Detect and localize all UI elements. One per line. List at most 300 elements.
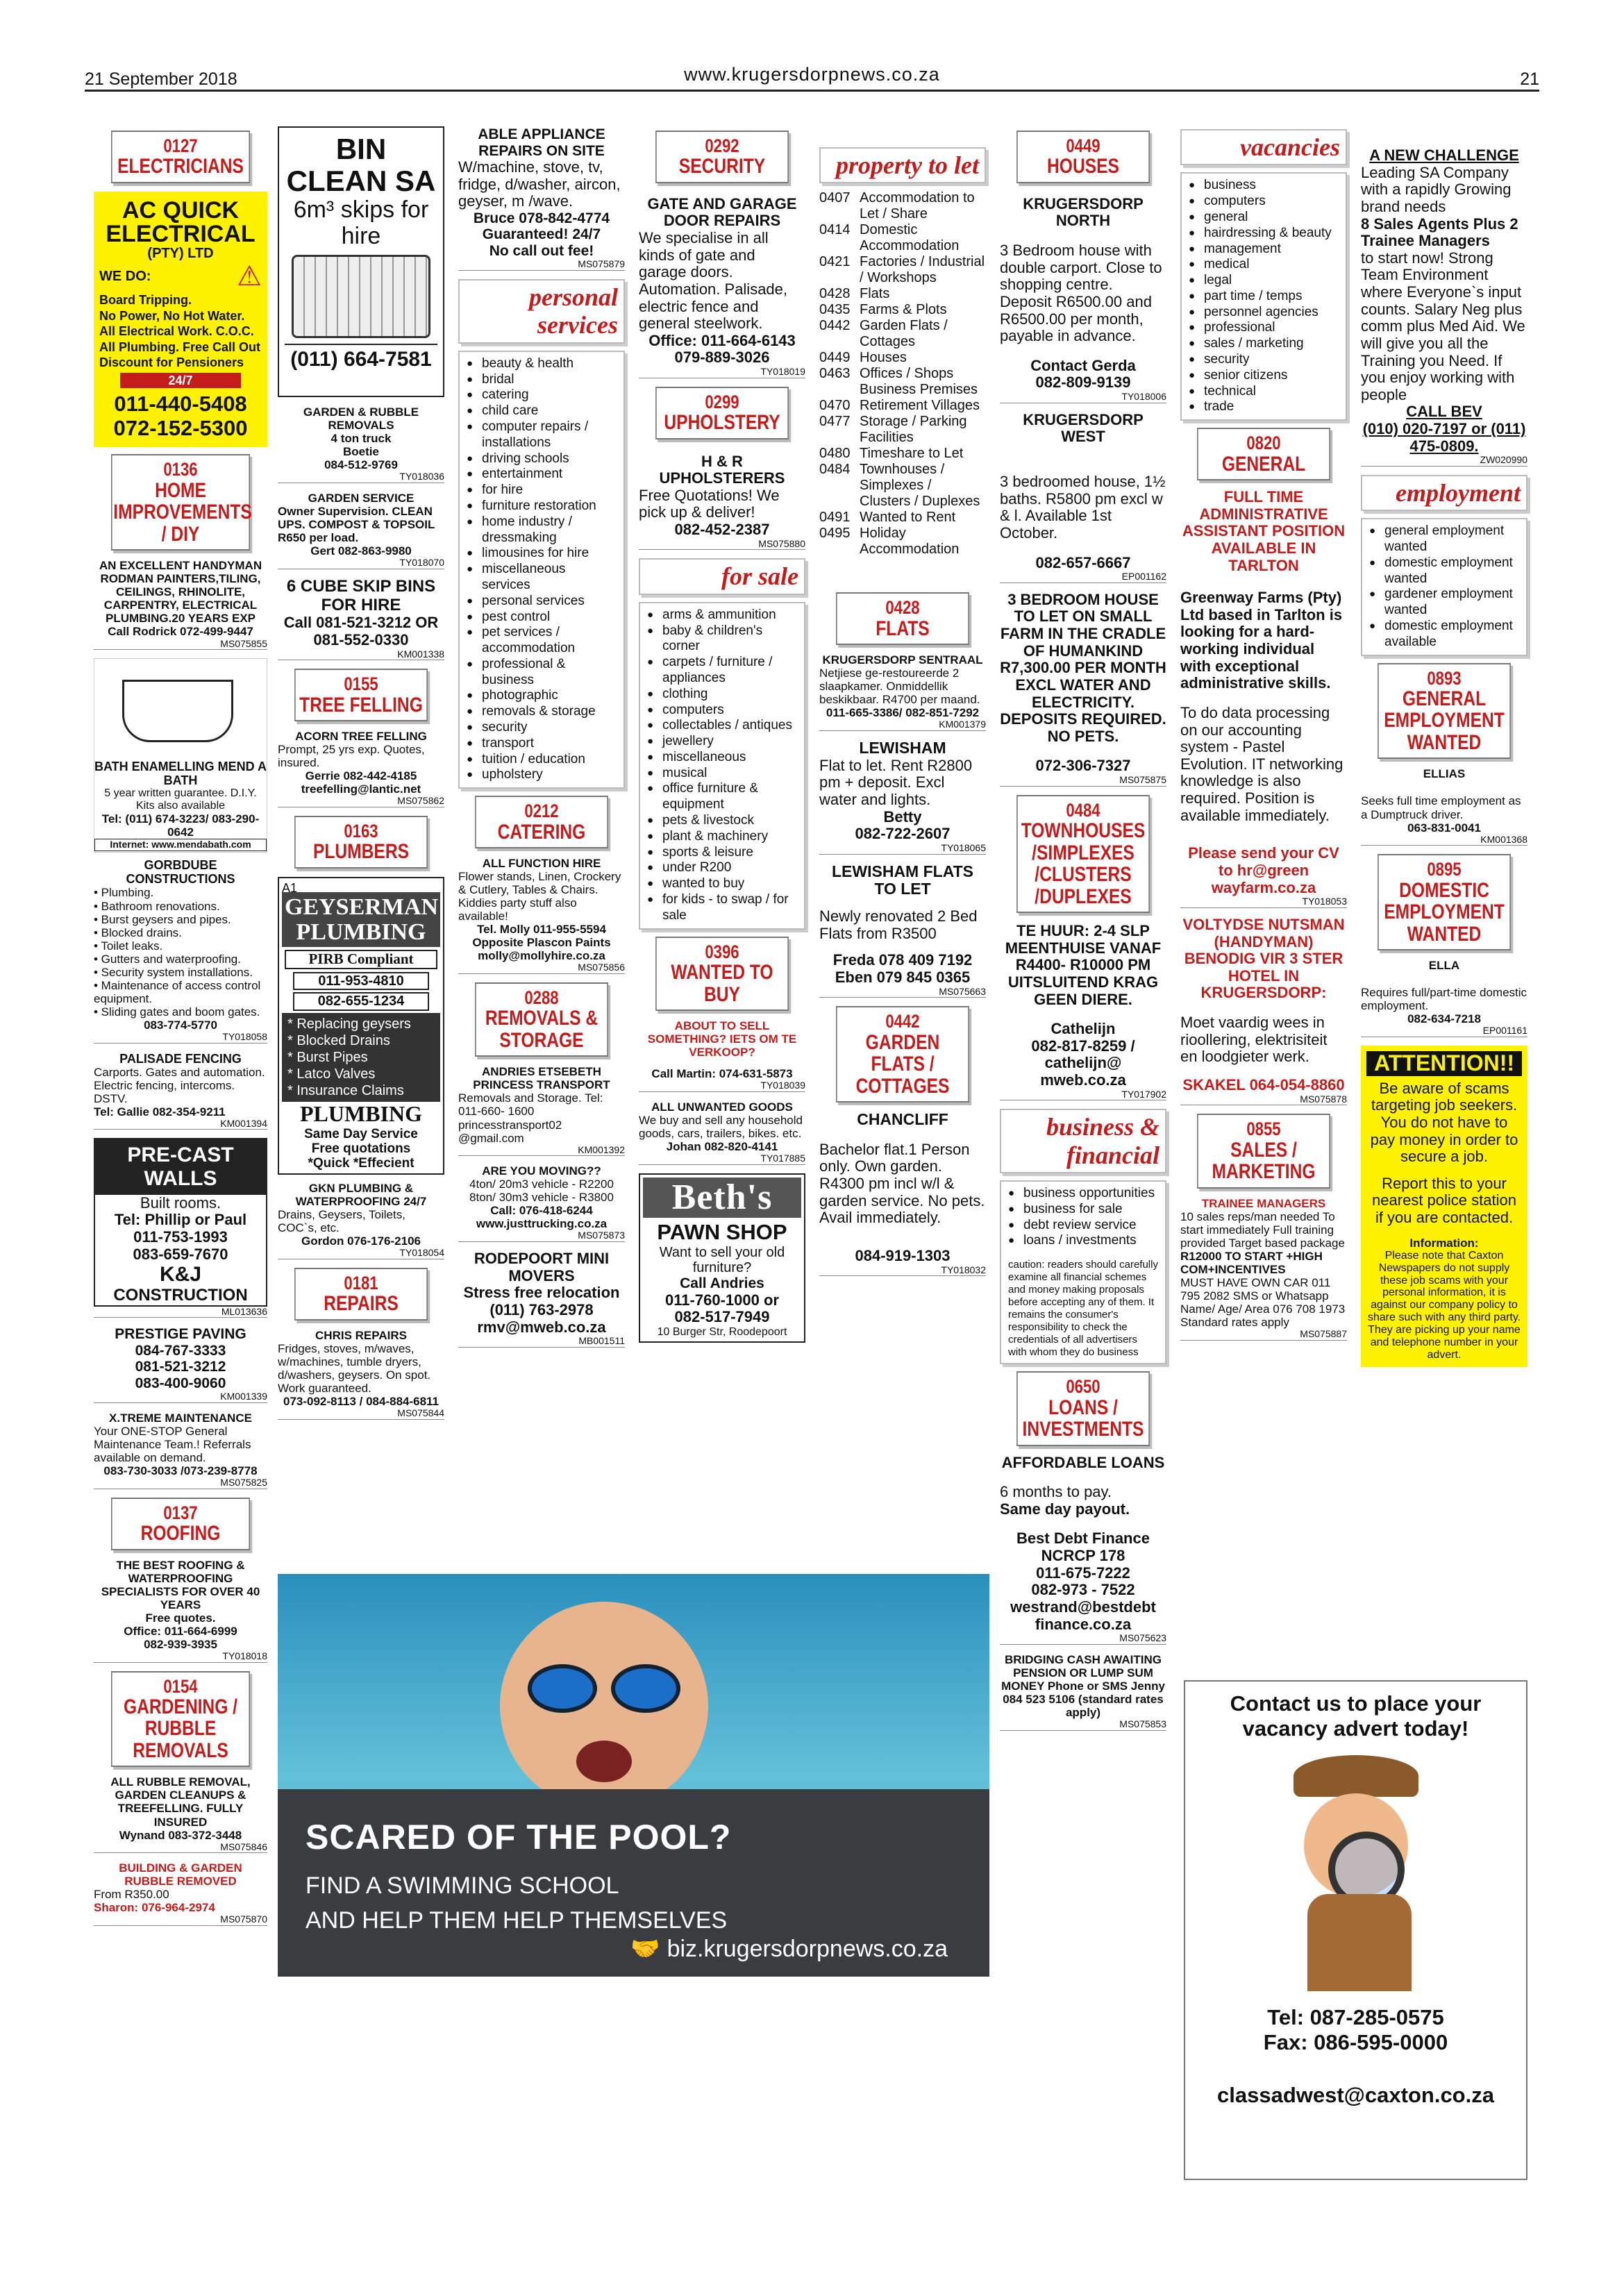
function-text: Flower stands, Linen, Crockery & Cutlery, Tables & Chairs. Kiddies party stuff also available! xyxy=(458,870,621,923)
ref-code: KM001379 xyxy=(819,719,986,731)
function-email[interactable]: molly@mollyhire.co.za xyxy=(478,949,605,963)
ref-code: TY018019 xyxy=(639,367,805,378)
list-item[interactable]: ● carpets / furniture / appliances xyxy=(647,655,797,687)
loans-title: AFFORDABLE LOANS xyxy=(1001,1453,1165,1471)
ref-code: KM001339 xyxy=(94,1391,267,1403)
acquick-phone: 011-440-5408 xyxy=(114,392,247,417)
gate-title: GATE AND GARAGE DOOR REPAIRS xyxy=(647,194,797,230)
ft-title: FULL TIME ADMINISTRATIVE ASSISTANT POSITION AVAILABLE IN TARLTON xyxy=(1182,488,1346,574)
list-item[interactable]: 0407 Accommodation to Let / Share xyxy=(819,190,975,222)
ad-binclean xyxy=(278,126,444,397)
ref-code: TY018032 xyxy=(819,1265,986,1277)
acquick-247: 24/7 xyxy=(120,373,241,389)
hr-phone: 082-452-2387 xyxy=(674,521,770,539)
ft-body2: To do data processing on our accounting system - Pastel Evolution. IT networking knowledge is also required. Position is available immediately. xyxy=(1180,703,1343,824)
heading-0292: 0292 SECURITY xyxy=(655,131,789,183)
issue-date: 21 September 2018 xyxy=(85,69,237,89)
trainee-text: 10 sales reps/man needed To start immediately Full training provided Target based package xyxy=(1180,1209,1345,1250)
list-item[interactable]: ● loans / investments xyxy=(1008,1233,1158,1249)
business-financial-list xyxy=(1000,1180,1166,1364)
able-text: W/machine, stove, tv, fridge, d/washer, aircon, geyser, m /wave. xyxy=(458,158,621,210)
heading-0449: 0449 HOUSES xyxy=(1016,131,1150,183)
pool-banner[interactable] xyxy=(278,1574,989,1977)
for-sale-list xyxy=(639,602,805,930)
list-item[interactable]: ● legal xyxy=(1189,273,1339,289)
list-item[interactable]: ● photographic xyxy=(467,688,617,704)
volt-text: Moet vaardig wees in rioollering, elektrisiteit en loodgieter werk. xyxy=(1180,1014,1328,1066)
about-phone: Call Martin: 074-631-5873 xyxy=(651,1067,793,1081)
contact-email[interactable]: classadwest@caxton.co.za xyxy=(1217,2083,1494,2107)
sentraal-phone: 011-665-3386/ 082-851-7292 xyxy=(826,706,980,720)
gkn-title: GKN PLUMBING & WATERPROOFING 24/7 xyxy=(295,1182,427,1209)
list-item[interactable]: ● miscellaneous xyxy=(647,750,797,766)
attention-box xyxy=(1361,1046,1527,1367)
handshake-icon: 🤝 xyxy=(630,1936,660,1962)
beths-call: Call Andries xyxy=(680,1275,764,1292)
list-item[interactable]: 0470 Retirement Villages xyxy=(819,398,980,414)
heading-0163: 0163 PLUMBERS xyxy=(294,816,428,869)
section-for-sale: for sale xyxy=(639,558,805,594)
acquick-line: No Power, No Hot Water. xyxy=(99,308,245,323)
precast-logo: K&J xyxy=(159,1263,201,1287)
list-item[interactable]: ● for kids - to swap / for sale xyxy=(647,892,797,924)
garden1-t: 4 ton truck xyxy=(330,432,392,446)
column-7 xyxy=(1180,126,1347,1349)
contact-title: Contact us to place your vacancy advert today! xyxy=(1230,1691,1482,1741)
list-item[interactable]: ● medical xyxy=(1189,257,1339,273)
rmv-email[interactable]: rmv@mweb.co.za xyxy=(477,1318,606,1336)
precast-phone: 011-753-1993 xyxy=(133,1227,228,1246)
precast-cons: CONSTRUCTION xyxy=(113,1285,248,1305)
moving-web[interactable]: www.justtrucking.co.za xyxy=(476,1217,608,1231)
acorn-title: ACORN TREE FELLING xyxy=(295,730,427,744)
ellias-phone: 063-831-0041 xyxy=(1407,821,1481,835)
list-item[interactable]: ● business opportunities xyxy=(1008,1186,1158,1202)
heading-0895: 0895 DOMESTIC EMPLOYMENT WANTED xyxy=(1378,854,1511,950)
list-item[interactable]: ● beauty & health xyxy=(467,356,617,372)
about-title: ABOUT TO SELL SOMETHING? IETS OM TE VERKOOP? xyxy=(647,1019,797,1059)
attention-t1: Be aware of scams targeting job seekers. You do not have to pay money in order to secure a job. xyxy=(1370,1079,1518,1166)
gorbdube-list xyxy=(94,886,267,1018)
list-item[interactable]: ● upholstery xyxy=(467,767,617,783)
roofing-office: Office: 011-664-6999 xyxy=(124,1624,237,1638)
list-item[interactable]: ● transport xyxy=(467,736,617,752)
list-item[interactable]: ● pets & livestock xyxy=(647,813,797,829)
sentraal-text: Netjiese ge-restoureerde 2 slaapkamer. Onmiddellik beskikbaar. R4700 per maand. xyxy=(819,667,980,707)
list-item[interactable]: 0442 Garden Flats / Cottages xyxy=(819,318,948,350)
ref-code: MS075663 xyxy=(819,987,986,998)
list-item: * Blocked Drains xyxy=(287,1032,390,1048)
list-item[interactable]: ● sales / marketing xyxy=(1189,336,1339,352)
tehuur-text: TE HUUR: 2-4 SLP MEENTHUISE VANAF R4400- R10000 PM UITSLUITEND KRAG GEEN DIERE. xyxy=(1005,922,1162,1008)
geyser-phone: 082-655-1234 xyxy=(293,992,429,1010)
geyser-quick: *Quick *Effecient xyxy=(308,1156,415,1171)
list-item[interactable]: ● professional & business xyxy=(467,657,617,689)
ref-code: TY018065 xyxy=(819,843,986,855)
kw-phone: 082-657-6667 xyxy=(1035,553,1131,571)
attention-t3: Please note that Caxton Newspapers do not supply these job scams with your personal information, it is against our company policy to share such with any third party. They are picking up your name and telephone number in your advert. xyxy=(1367,1249,1521,1361)
chancliff-phone: 084-919-1303 xyxy=(855,1246,951,1264)
precast-built: Built rooms. xyxy=(140,1193,221,1212)
hr-text: Free Quotations! We pick up & deliver! xyxy=(639,486,780,521)
ref-code: TY017885 xyxy=(639,1153,805,1165)
trainee-title: TRAINEE MANAGERS xyxy=(1201,1196,1326,1210)
handyman-phone: Call Rodrick 072-499-9447 xyxy=(108,625,253,639)
acquick-title: AC QUICK ELECTRICAL xyxy=(106,196,256,247)
banner-url: biz.krugersdorpnews.co.za xyxy=(667,1936,948,1962)
list-item[interactable]: 0484 Townhouses / Simplexes / Clusters / Duplexes xyxy=(819,462,980,510)
xtreme-title: X.TREME MAINTENANCE xyxy=(109,1411,252,1425)
list-item[interactable]: ● technical xyxy=(1189,384,1339,400)
bath-title: BATH ENAMELLING MEND A BATH xyxy=(94,760,267,788)
ad-geyserman xyxy=(278,877,444,1175)
list-item[interactable]: ● computers xyxy=(1189,194,1339,210)
building-phone: Sharon: 076-964-2974 xyxy=(94,1901,215,1915)
list-item[interactable]: 0491 Wanted to Rent xyxy=(819,510,956,526)
ref-code: TY018054 xyxy=(278,1248,444,1259)
list-item[interactable]: ● general xyxy=(1189,210,1339,226)
ref-code: TY018070 xyxy=(278,558,444,569)
attention-t2: Report this to your nearest police station if you are contacted. xyxy=(1372,1174,1516,1227)
column-5 xyxy=(819,126,986,1284)
list-item[interactable]: ● under R200 xyxy=(647,860,797,876)
list-item: • Blocked drains. xyxy=(94,925,182,939)
ref-code: MS075878 xyxy=(1180,1094,1347,1106)
volt-title: VOLTYDSE NUTSMAN (HANDYMAN) BENODIG VIR 3 STER HOTEL IN KRUGERSDORP: xyxy=(1182,915,1345,1002)
ref-code: MS075887 xyxy=(1180,1329,1347,1341)
list-item[interactable]: ● office furniture & equipment xyxy=(647,781,797,813)
list-item[interactable]: ● debt review service xyxy=(1008,1218,1158,1234)
list-item: * Latco Valves xyxy=(287,1066,376,1082)
lewisham-phone: 082-722-2607 xyxy=(855,825,951,843)
andries-text: Removals and Storage. Tel: 011-660- 1600 princesstransport02 @gmail.com xyxy=(458,1091,603,1145)
ft-body: Greenway Farms (Pty) Ltd based in Tarlton is looking for a hard-working individual with exceptional administrative skills. xyxy=(1180,589,1343,692)
page-number: 21 xyxy=(1520,69,1539,89)
trainee-rest: MUST HAVE OWN CAR 011 795 2082 SMS or Whatsapp Name/ Age/ Area 076 708 1973 Standard rates apply xyxy=(1180,1275,1346,1329)
heading-0136: 0136 HOME IMPROVEMENTS / DIY xyxy=(111,454,250,551)
anew-phone: (010) 020-7197 or (011) 475-0809. xyxy=(1362,420,1526,455)
function-phone: Tel. Molly 011-955-5594 xyxy=(477,923,606,937)
ref-code: MS075844 xyxy=(278,1408,444,1420)
volt-phone: SKAKEL 064-054-8860 xyxy=(1182,1075,1345,1093)
rmv-phone: (011) 763-2978 xyxy=(489,1300,594,1318)
list-item[interactable]: ● removals & storage xyxy=(467,704,617,720)
list-item[interactable]: ● pest control xyxy=(467,610,617,626)
heading-0155: 0155 TREE FELLING xyxy=(294,669,428,721)
heading-0442: 0442 GARDEN FLATS / COTTAGES xyxy=(836,1006,969,1103)
page-header xyxy=(85,64,1539,92)
able-title: ABLE APPLIANCE REPAIRS ON SITE xyxy=(478,126,605,159)
garden2-text: Owner Supervision. CLEAN UPS. COMPOST & TOPSOIL R650 per load. xyxy=(278,504,435,544)
unwanted-text: We buy and sell any household goods, cars, trailers, bikes. etc. xyxy=(639,1113,803,1140)
list-item[interactable]: ● senior citizens xyxy=(1189,368,1339,384)
list-item[interactable]: ● security xyxy=(467,720,617,736)
ref-code: MS075855 xyxy=(94,639,267,651)
tehuur-contact: Cathelijn xyxy=(1050,1020,1116,1038)
lewisham-title: LEWISHAM xyxy=(859,738,946,757)
bed3-text: 3 BEDROOM HOUSE TO LET ON SMALL FARM IN THE CRADLE OF HUMANKIND R7,300.00 PER MONTH EXCL WATER AND ELECTRICITY. DEPOSITS REQUIRED. NO PETS. xyxy=(1000,590,1166,745)
kw-title: KRUGERSDORP WEST xyxy=(1023,410,1144,446)
garden2-title: GARDEN SERVICE xyxy=(308,491,415,505)
list-item[interactable]: ● arms & ammunition xyxy=(647,607,797,623)
acorn-email[interactable]: treefelling@lantic.net xyxy=(301,782,421,796)
kn-title: KRUGERSDORP NORTH xyxy=(1023,194,1144,230)
list-item[interactable]: ● gardener employment wanted xyxy=(1369,587,1519,619)
geyser-phone: 011-953-4810 xyxy=(293,972,429,990)
list-item[interactable]: ● entertainment xyxy=(467,467,617,483)
heading-0650: 0650 LOANS / INVESTMENTS xyxy=(1016,1371,1150,1446)
list-item[interactable]: 0421 Factories / Industrial / Workshops xyxy=(819,254,985,286)
list-item[interactable]: ● professional xyxy=(1189,320,1339,336)
bath-line: 5 year written guarantee. D.I.Y. Kits also available xyxy=(104,787,257,812)
ref-code: TY018006 xyxy=(1000,392,1166,403)
able-g: Guaranteed! 24/7 xyxy=(482,226,601,243)
heading-0893: 0893 GENERAL EMPLOYMENT WANTED xyxy=(1378,663,1511,760)
ref-code: MS075862 xyxy=(278,796,444,807)
list-item[interactable]: 0414 Domestic Accommodation xyxy=(819,222,960,254)
banner-url-row[interactable] xyxy=(630,1935,948,1963)
tehuur-email[interactable]: cathelijn@ mweb.co.za xyxy=(1040,1054,1126,1089)
banner-band xyxy=(278,1789,989,1977)
list-item[interactable]: 0435 Farms & Plots xyxy=(819,302,947,318)
heading-0396: 0396 WANTED TO BUY xyxy=(655,937,789,1011)
section-property-to-let: property to let xyxy=(819,147,986,183)
list-item[interactable]: ● trade xyxy=(1189,399,1339,415)
unwanted-title: ALL UNWANTED GOODS xyxy=(651,1100,793,1114)
list-item[interactable]: ● personal services xyxy=(467,594,617,610)
geyser-free: Free quotations xyxy=(311,1141,411,1156)
kn-contact: Contact Gerda xyxy=(1030,356,1136,374)
ref-code: MS075875 xyxy=(1000,775,1166,787)
list-item[interactable]: ● pet services / accommodation xyxy=(467,625,617,657)
list-item[interactable]: ● bridal xyxy=(467,372,617,388)
vacancies-list xyxy=(1180,172,1347,421)
ref-code: EP001161 xyxy=(1361,1025,1527,1037)
list-item[interactable]: ● clothing xyxy=(647,687,797,703)
list-item: • Sliding gates and boom gates. xyxy=(94,1005,260,1019)
palisade-title: PALISADE FENCING xyxy=(119,1051,242,1066)
ref-code: TY017902 xyxy=(1000,1089,1166,1101)
list-item: • Gutters and waterproofing. xyxy=(94,952,241,966)
ellias-text: Seeks full time employment as a Dumptruck driver. xyxy=(1361,794,1521,821)
bin-phone: (011) 664-7581 xyxy=(285,344,437,371)
list-item[interactable]: ● part time / temps xyxy=(1189,289,1339,305)
heading-0288: 0288 REMOVALS & STORAGE xyxy=(475,982,608,1057)
list-item: • Burst geysers and pipes. xyxy=(94,912,231,926)
heading-0137: 0137 ROOFING xyxy=(111,1498,250,1550)
list-item[interactable]: ● tuition / education xyxy=(467,752,617,768)
beths-logo: Beth's xyxy=(643,1178,801,1218)
garden1-phone: 084-512-9769 xyxy=(324,458,398,472)
loans-phone: 082-973 - 7522 xyxy=(1031,1581,1135,1599)
list-item[interactable]: ● limousines for hire xyxy=(467,546,617,562)
section-employment: employment xyxy=(1361,475,1527,511)
chancliff-text: Bachelor flat.1 Person only. Own garden. R4300 pm incl w/l & garden service. No pets. Avail immediately. xyxy=(819,1140,985,1227)
loans-email[interactable]: westrand@bestdebt finance.co.za xyxy=(1010,1598,1156,1633)
banner-sub: AND HELP THEM HELP THEMSELVES xyxy=(305,1907,728,1934)
list-item[interactable]: ● general employment wanted xyxy=(1369,523,1519,555)
list-item: • Toilet leaks. xyxy=(94,939,163,953)
list-item[interactable]: ● domestic employment available xyxy=(1369,619,1519,651)
child-photo xyxy=(500,1602,708,1810)
garden2-phone: Gert 082-863-9980 xyxy=(310,544,412,558)
list-item[interactable]: ● domestic employment wanted xyxy=(1369,555,1519,587)
beths-phone: 082-517-7949 xyxy=(674,1308,770,1326)
column-3 xyxy=(458,126,625,1356)
list-item[interactable]: 0463 Offices / Shops Business Premises xyxy=(819,366,978,398)
list-item[interactable]: ● home industry / dressmaking xyxy=(467,514,617,546)
list-item[interactable]: 0477 Storage / Parking Facilities xyxy=(819,414,967,446)
column-4 xyxy=(639,126,805,1343)
andries-title: ANDRIES ETSEBETH PRINCESS TRANSPORT xyxy=(473,1065,610,1092)
chris-text: Fridges, stoves, m/waves, w/machines, tumble dryers, d/washers, geysers. On spot. Work guaranteed. xyxy=(278,1342,431,1396)
list-item[interactable]: ● plant & machinery xyxy=(647,829,797,845)
ref-code: MS075853 xyxy=(1000,1719,1166,1731)
list-item[interactable]: ● miscellaneous services xyxy=(467,562,617,594)
list-item[interactable]: ● management xyxy=(1189,242,1339,258)
list-item[interactable]: ● catering xyxy=(467,387,617,403)
list-item[interactable]: ● sports & leisure xyxy=(647,845,797,861)
ella-phone: 082-634-7218 xyxy=(1407,1012,1481,1026)
loans-bd: Best Debt Finance NCRCP 178 xyxy=(1016,1530,1150,1565)
list-item: * Replacing geysers xyxy=(287,1016,411,1032)
hr-title: H & R UPHOLSTERERS xyxy=(659,452,785,487)
ref-code: ZW020990 xyxy=(1361,455,1527,467)
heading-0484: 0484 TOWNHOUSES /SIMPLEXES /CLUSTERS /DUPLEXES xyxy=(1016,795,1150,913)
moving-text: 4ton/ 20m3 vehicle - R2200 8ton/ 30m3 vehicle - R3800 xyxy=(469,1178,614,1205)
ref-code: KM001394 xyxy=(94,1118,267,1130)
bath-tel: Tel: (011) 674-3223/ 083-290-0642 xyxy=(101,812,260,839)
list-item[interactable]: ● business xyxy=(1189,178,1339,194)
bed3-phone: 072-306-7327 xyxy=(1035,757,1131,775)
ad-handyman: AN EXCELLENT HANDYMAN RODMAN PAINTERS,TILING, CEILINGS, RHINOLITE, CARPENTRY, ELECTRICAL PLUMBING.20 YEARS EXP xyxy=(99,559,262,626)
list-item[interactable]: ● personnel agencies xyxy=(1189,305,1339,321)
kw-text: 3 bedroomed house, 1½ baths. R5800 pm excl w & l. Available 1st October. xyxy=(1000,473,1166,542)
ad-precast xyxy=(94,1138,267,1306)
list-item[interactable]: 0495 Holiday Accommodation xyxy=(819,526,960,558)
garden1-n: Boetie xyxy=(343,445,379,459)
list-item[interactable]: ● baby & children's corner xyxy=(647,623,797,655)
geyser-same: Same Day Service xyxy=(304,1126,418,1141)
contact-box xyxy=(1184,1680,1527,2180)
tehuur-phone: 082-817-8259 / xyxy=(1031,1037,1135,1055)
list-item[interactable]: ● wanted to buy xyxy=(647,876,797,892)
site-url[interactable]: www.krugersdorpnews.co.za xyxy=(684,64,940,85)
palisade-text: Carports. Gates and automation. Electric fencing, intercoms. DSTV. xyxy=(94,1065,265,1105)
anew-b: 8 Sales Agents Plus 2 Trainee Managers xyxy=(1361,215,1518,250)
section-business-financial: business & financial xyxy=(1000,1109,1166,1173)
column-8 xyxy=(1361,126,1527,1367)
heading-0127: 0127 ELECTRICIANS xyxy=(111,131,250,183)
list-item[interactable]: 0428 Flats xyxy=(819,286,890,302)
cube-phone: Call 081-521-3212 OR 081-552-0330 xyxy=(283,614,439,649)
ref-code: MS075846 xyxy=(94,1842,267,1854)
function-o: Opposite Plascon Paints xyxy=(472,936,611,950)
geyser-title: GEYSERMAN PLUMBING xyxy=(282,892,440,947)
list-item[interactable]: ● furniture restoration xyxy=(467,498,617,514)
ellias-title: ELLIAS xyxy=(1423,767,1466,781)
ref-code: MS075873 xyxy=(458,1230,625,1242)
hazard-icon: ⚠ xyxy=(237,261,262,292)
ad-beths xyxy=(639,1173,805,1343)
detective-icon xyxy=(1266,1755,1446,1991)
banner-headline: SCARED OF THE POOL? xyxy=(305,1818,732,1857)
lewisham2-title: LEWISHAM FLATS TO LET xyxy=(832,862,973,898)
list-item[interactable]: ● computer repairs / installations xyxy=(467,419,617,451)
ref-code: MS075879 xyxy=(458,259,625,271)
contact-fax: Fax: 086-595-0000 xyxy=(1263,2030,1448,2054)
roofing-phone: 082-939-3935 xyxy=(144,1637,217,1651)
column-6 xyxy=(1000,126,1166,1739)
chris-title: CHRIS REPAIRS xyxy=(315,1328,407,1342)
list-item[interactable]: 0449 Houses xyxy=(819,350,907,366)
section-personal-services: personal services xyxy=(458,279,625,344)
heading-0154: 0154 GARDENING / RUBBLE REMOVALS xyxy=(111,1671,250,1768)
able-phone: Bruce 078-842-4774 xyxy=(473,210,610,226)
roofing-text: THE BEST ROOFING & WATERPROOFING SPECIALISTS FOR OVER 40 YEARS xyxy=(101,1558,260,1611)
ref-code: MS075856 xyxy=(458,962,625,974)
able-f: No call out fee! xyxy=(489,242,594,259)
prestige-phone: 084-767-3333 xyxy=(135,1342,226,1359)
bath-internet: Internet: www.mendabath.com xyxy=(94,839,267,851)
heading-0855: 0855 SALES / MARKETING xyxy=(1197,1114,1330,1188)
list-item[interactable]: ● computers xyxy=(647,703,797,719)
lewisham-b: Betty xyxy=(883,807,922,826)
acquick-line: All Electrical Work. C.O.C. xyxy=(99,324,254,339)
ella-text: Requires full/part-time domestic employment. xyxy=(1361,986,1527,1013)
loans-t2: Same day payout. xyxy=(1000,1500,1130,1518)
list-item[interactable]: ● jewellery xyxy=(647,734,797,750)
list-item[interactable]: ● driving schools xyxy=(467,451,617,467)
bathtub-icon xyxy=(122,680,233,742)
heading-0181: 0181 REPAIRS xyxy=(294,1268,428,1321)
beths-text: Want to sell your old furniture? xyxy=(659,1244,785,1275)
ref-code: TY018053 xyxy=(1180,896,1347,908)
precast-tel: Tel: Phillip or Paul xyxy=(114,1211,247,1229)
ad-acquick xyxy=(94,192,267,448)
gate-phone: 079-889-3026 xyxy=(674,349,770,367)
geyser-tag: A1 xyxy=(282,880,298,895)
list-item[interactable]: ● hairdressing & beauty xyxy=(1189,226,1339,242)
gate-office: Office: 011-664-6143 xyxy=(648,331,796,349)
anew-rest: to start now! Strong Team Environment where Everyone`s input counts. Salary Neg plus comm plus Med Aid. We will give you all the Training you Need. If you enjoy working with people xyxy=(1361,249,1525,403)
acquick-lines xyxy=(99,292,262,388)
list-item[interactable]: ● collectables / antiques xyxy=(647,718,797,734)
column-2 xyxy=(278,126,444,1428)
acquick-phone: 072-152-5300 xyxy=(113,415,248,440)
list-item[interactable]: ● musical xyxy=(647,766,797,782)
geyser-plumbing: PLUMBING xyxy=(300,1100,422,1126)
list-item[interactable]: ● security xyxy=(1189,352,1339,368)
list-item[interactable]: ● business for sale xyxy=(1008,1202,1158,1218)
unwanted-phone: Johan 082-820-4141 xyxy=(666,1139,778,1153)
ft-send: Please send your CV to hr@green wayfarm.co.za xyxy=(1188,844,1339,896)
ella-title: ELLA xyxy=(1428,959,1460,973)
prestige-phone: 083-400-9060 xyxy=(135,1375,226,1391)
gate-text: We specialise in all kinds of gate and garage doors. Automation. Palisade, electric fence and general steelwork. xyxy=(639,229,788,333)
gorbdube-phone: 083-774-5770 xyxy=(144,1018,217,1032)
acorn-text: Prompt, 25 yrs exp. Quotes, insured. xyxy=(278,743,425,770)
ref-code: MS075825 xyxy=(94,1477,267,1489)
moving-title: ARE YOU MOVING?? xyxy=(482,1164,601,1178)
ref-code: TY018058 xyxy=(94,1032,267,1044)
list-item: • Bathroom renovations. xyxy=(94,899,220,913)
bridging-text: BRIDGING CASH AWAITING PENSION OR LUMP SUM MONEY Phone or SMS Jenny 084 523 5106 (standard rates apply) xyxy=(1001,1652,1165,1719)
list-item[interactable]: 0480 Timeshare to Let xyxy=(819,446,964,462)
list-item[interactable]: ● for hire xyxy=(467,483,617,498)
bin-title: BIN CLEAN SA xyxy=(286,133,436,198)
list-item[interactable]: ● child care xyxy=(467,403,617,419)
